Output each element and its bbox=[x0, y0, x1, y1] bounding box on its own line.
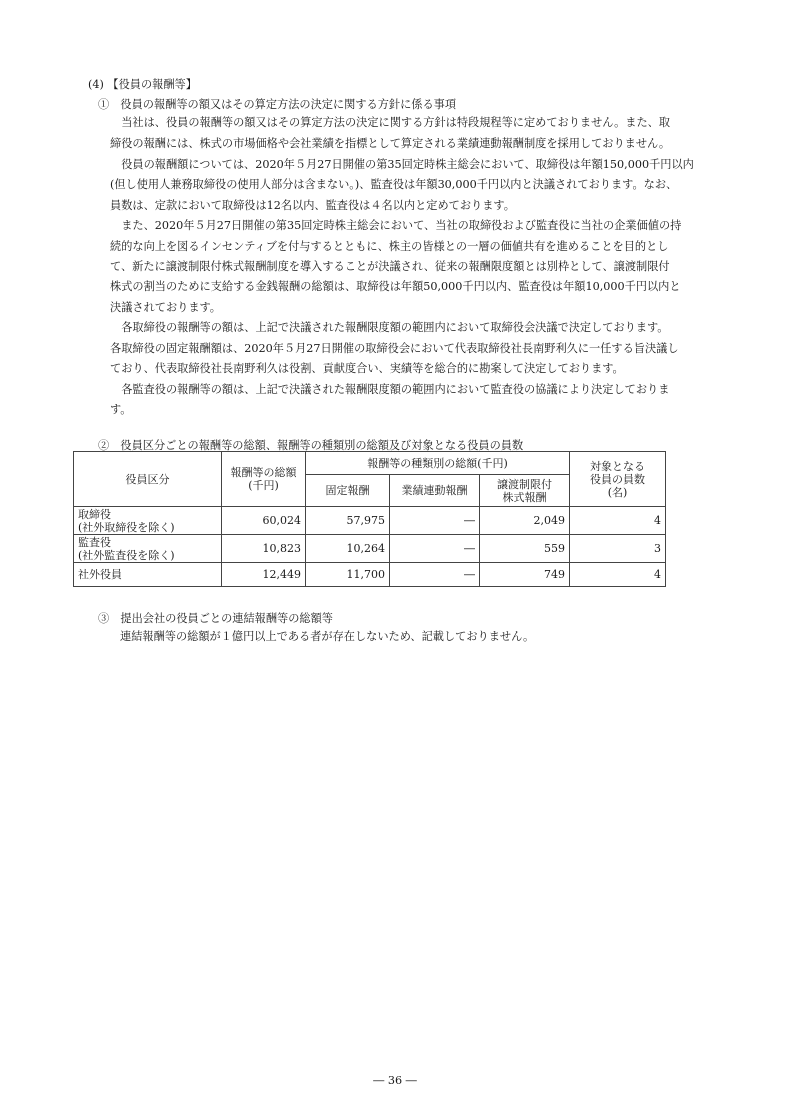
row-label-line1: 取締役 bbox=[78, 507, 111, 521]
cell-total: 12,449 bbox=[222, 563, 306, 587]
header-count-line2: 役員の員数 bbox=[590, 472, 646, 486]
compensation-table bbox=[73, 451, 665, 588]
header-total-line2: (千円) bbox=[248, 479, 279, 492]
body-line: て、新たに譲渡制限付株式報酬制度を導入することが決議され、従来の報酬限度額とは別枠として、譲渡制限付 bbox=[110, 260, 670, 273]
body-line: 続的な向上を図るインセンティブを付与するとともに、株主の皆様との一層の価値共有を進めることを目的とし bbox=[110, 240, 669, 253]
page-number: ― 36 ― bbox=[373, 1074, 417, 1087]
section-3-heading: ③ 提出会社の役員ごとの連結報酬等の総額等 bbox=[98, 612, 333, 625]
cell-performance: ― bbox=[390, 535, 480, 563]
body-line: 締役の報酬には、株式の市場価格や会社業績を指標として算定される業績連動報酬制度を採用しておりません。 bbox=[110, 137, 671, 150]
header-by-type: 報酬等の種類別の総額(千円) bbox=[306, 452, 570, 475]
cell-restricted: 559 bbox=[480, 535, 570, 563]
cell-fixed: 11,700 bbox=[306, 563, 390, 587]
row-label bbox=[74, 535, 222, 563]
header-restricted-line1: 譲渡制限付 bbox=[497, 477, 552, 491]
section-1-heading: ① 役員の報酬等の額又はその算定方法の決定に関する方針に係る事項 bbox=[98, 98, 457, 111]
header-total-line1: 報酬等の総額 bbox=[230, 466, 297, 479]
section-4-heading: (4) 【役員の報酬等】 bbox=[88, 78, 197, 91]
cell-count: 4 bbox=[570, 507, 666, 535]
header-count-line3: (名) bbox=[607, 485, 628, 499]
header-count-line1: 対象となる bbox=[590, 459, 646, 473]
body-line: 当社は、役員の報酬等の額又はその算定方法の決定に関する方針は特段規程等に定めておりません。また、取 bbox=[110, 116, 671, 129]
row-label-line2: (社外監査役を除く) bbox=[78, 548, 175, 562]
body-line: また、2020年５月27日開催の第35回定時株主総会において、当社の取締役および監査役に当社の企業価値の持 bbox=[110, 219, 682, 232]
header-total bbox=[222, 452, 306, 507]
table-row bbox=[74, 507, 666, 535]
cell-count: 3 bbox=[570, 535, 666, 563]
body-line: ており、代表取締役社長南野利久は役割、貢献度合い、実績等を総合的に勘案して決定しております。 bbox=[110, 362, 624, 375]
cell-total: 10,823 bbox=[222, 535, 306, 563]
header-count bbox=[570, 452, 666, 507]
body-line: 員数は、定款において取締役は12名以内、監査役は４名以内と定めております。 bbox=[110, 199, 515, 212]
body-line: (但し使用人兼務取締役の使用人部分は含まない。)、監査役は年額30,000千円以内と決議されております。なお、 bbox=[110, 178, 678, 191]
header-restricted-line2: 株式報酬 bbox=[502, 490, 547, 504]
section-3-body: 連結報酬等の総額が１億円以上である者が存在しないため、記載しておりません。 bbox=[120, 630, 535, 643]
body-line: 各監査役の報酬等の額は、上記で決議された報酬限度額の範囲内において監査役の協議により決定しておりま bbox=[110, 383, 670, 396]
body-line: 役員の報酬額については、2020年５月27日開催の第35回定時株主総会において、取締役は年額150,000千円以内 bbox=[110, 158, 694, 171]
header-category: 役員区分 bbox=[74, 452, 222, 507]
table-row bbox=[74, 535, 666, 563]
table-row bbox=[74, 563, 666, 587]
header-fixed: 固定報酬 bbox=[306, 475, 390, 507]
body-line: 決議されております。 bbox=[110, 301, 221, 314]
cell-total: 60,024 bbox=[222, 507, 306, 535]
cell-fixed: 57,975 bbox=[306, 507, 390, 535]
cell-fixed: 10,264 bbox=[306, 535, 390, 563]
section-2-heading: ② 役員区分ごとの報酬等の総額、報酬等の種類別の総額及び対象となる役員の員数 bbox=[98, 439, 524, 452]
header-performance: 業績連動報酬 bbox=[390, 475, 480, 507]
cell-performance: ― bbox=[390, 507, 480, 535]
row-label-line2: (社外取締役を除く) bbox=[78, 520, 175, 534]
row-label: 社外役員 bbox=[74, 563, 222, 587]
body-line: す。 bbox=[110, 403, 132, 416]
body-line: 株式の割当のために支給する金銭報酬の総額は、取締役は年額50,000千円以内、監査役は年額10,000千円以内と bbox=[110, 280, 681, 293]
row-label-line1: 監査役 bbox=[78, 535, 111, 549]
cell-performance: ― bbox=[390, 563, 480, 587]
cell-count: 4 bbox=[570, 563, 666, 587]
header-restricted bbox=[480, 475, 570, 507]
body-line: 各取締役の固定報酬額は、2020年５月27日開催の取締役会において代表取締役社長南野利久に一任する旨決議し bbox=[110, 342, 679, 355]
body-line: 各取締役の報酬等の額は、上記で決議された報酬限度額の範囲内において取締役会決議で決定しております。 bbox=[110, 321, 669, 334]
row-label bbox=[74, 507, 222, 535]
cell-restricted: 2,049 bbox=[480, 507, 570, 535]
cell-restricted: 749 bbox=[480, 563, 570, 587]
